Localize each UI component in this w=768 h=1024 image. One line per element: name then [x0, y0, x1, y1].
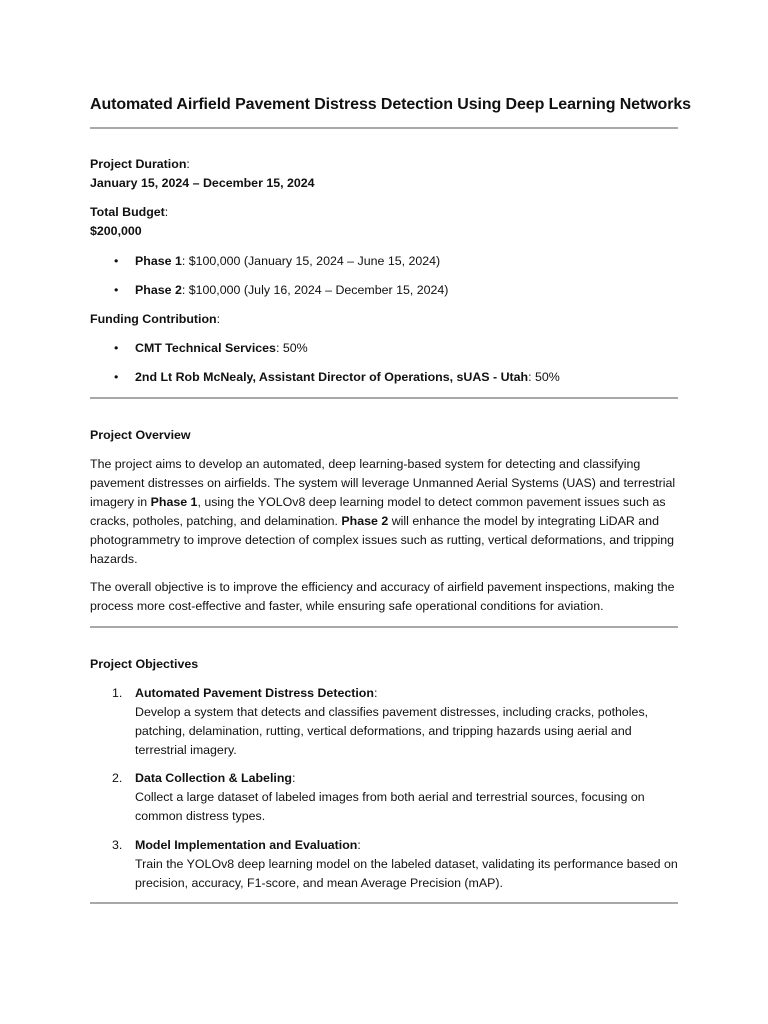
funding-label-line: Funding Contribution:: [90, 312, 221, 326]
divider: [90, 902, 678, 904]
objective-body: Train the YOLOv8 deep learning model on the labeled dataset, validating its performance based on precision, accuracy, F1-score, and mean Average Precision (mAP).: [135, 857, 678, 890]
funder-share: 50%: [535, 370, 560, 384]
budget-label-line: Total Budget:: [90, 205, 169, 219]
divider: [90, 127, 678, 129]
funder-name: 2nd Lt Rob McNealy, Assistant Director of Operations, sUAS - Utah: [135, 370, 529, 384]
overview-paragraph-2: The overall objective is to improve the efficiency and accuracy of airfield pavement inspections, making the process more cost-effective and faster, while ensuring safe operational conditions for aviation.: [90, 580, 675, 613]
item-number: 1.: [112, 686, 123, 700]
budget-label: Total Budget: [90, 205, 165, 219]
divider: [90, 397, 678, 399]
objective-title: Data Collection & Labeling: [135, 771, 292, 785]
bullet: •: [114, 341, 119, 355]
section-heading-overview: Project Overview: [90, 428, 191, 442]
objective-title: Model Implementation and Evaluation: [135, 838, 358, 852]
bullet: •: [114, 254, 119, 268]
funder-name: CMT Technical Services: [135, 341, 276, 355]
bullet: •: [114, 370, 119, 384]
objective-title: Automated Pavement Distress Detection: [135, 686, 374, 700]
divider: [90, 626, 678, 628]
funding-label: Funding Contribution: [90, 312, 217, 326]
funder-share: 50%: [282, 341, 308, 355]
duration-label-line: Project Duration:: [90, 157, 190, 171]
duration-value: January 15, 2024 – December 15, 2024: [90, 176, 315, 190]
objective-body: Collect a large dataset of labeled images from both aerial and terrestrial sources, focusing on common distress types.: [135, 790, 645, 823]
document-title: Automated Airfield Pavement Distress Detection Using Deep Learning Networks: [90, 96, 691, 113]
bullet: •: [114, 283, 119, 297]
item-number: 2.: [112, 771, 123, 785]
phase-name: Phase 1: [135, 254, 182, 268]
objective-body: Develop a system that detects and classifies pavement distresses, including cracks, potholes, patching, delamination, rutting, vertical deformations, and tripping hazards using aerial and terrestrial imagery.: [135, 705, 649, 757]
section-heading-objectives: Project Objectives: [90, 657, 199, 671]
phase-detail: $100,000 (July 16, 2024 – December 15, 2024): [188, 283, 449, 297]
budget-value: $200,000: [90, 224, 142, 238]
item-number: 3.: [112, 838, 123, 852]
duration-label: Project Duration: [90, 157, 187, 171]
phase-name: Phase 2: [135, 283, 182, 297]
overview-paragraph-1: The project aims to develop an automated, deep learning-based system for detecting and classifying pavement distresses on airfields. The system will leverage Unmanned Aerial Systems (UAS) and terrestrial imagery in Phase 1, using the YOLOv8 deep learning model to detect common pavement issues such as cracks, potholes, patching, and delamination. Phase 2 will enhance the model by integrating LiDAR and photogrammetry to improve detection of complex issues such as rutting, vertical deformations, and tripping hazards.: [90, 457, 676, 566]
phase-detail: $100,000 (January 15, 2024 – June 15, 2024): [188, 254, 441, 268]
